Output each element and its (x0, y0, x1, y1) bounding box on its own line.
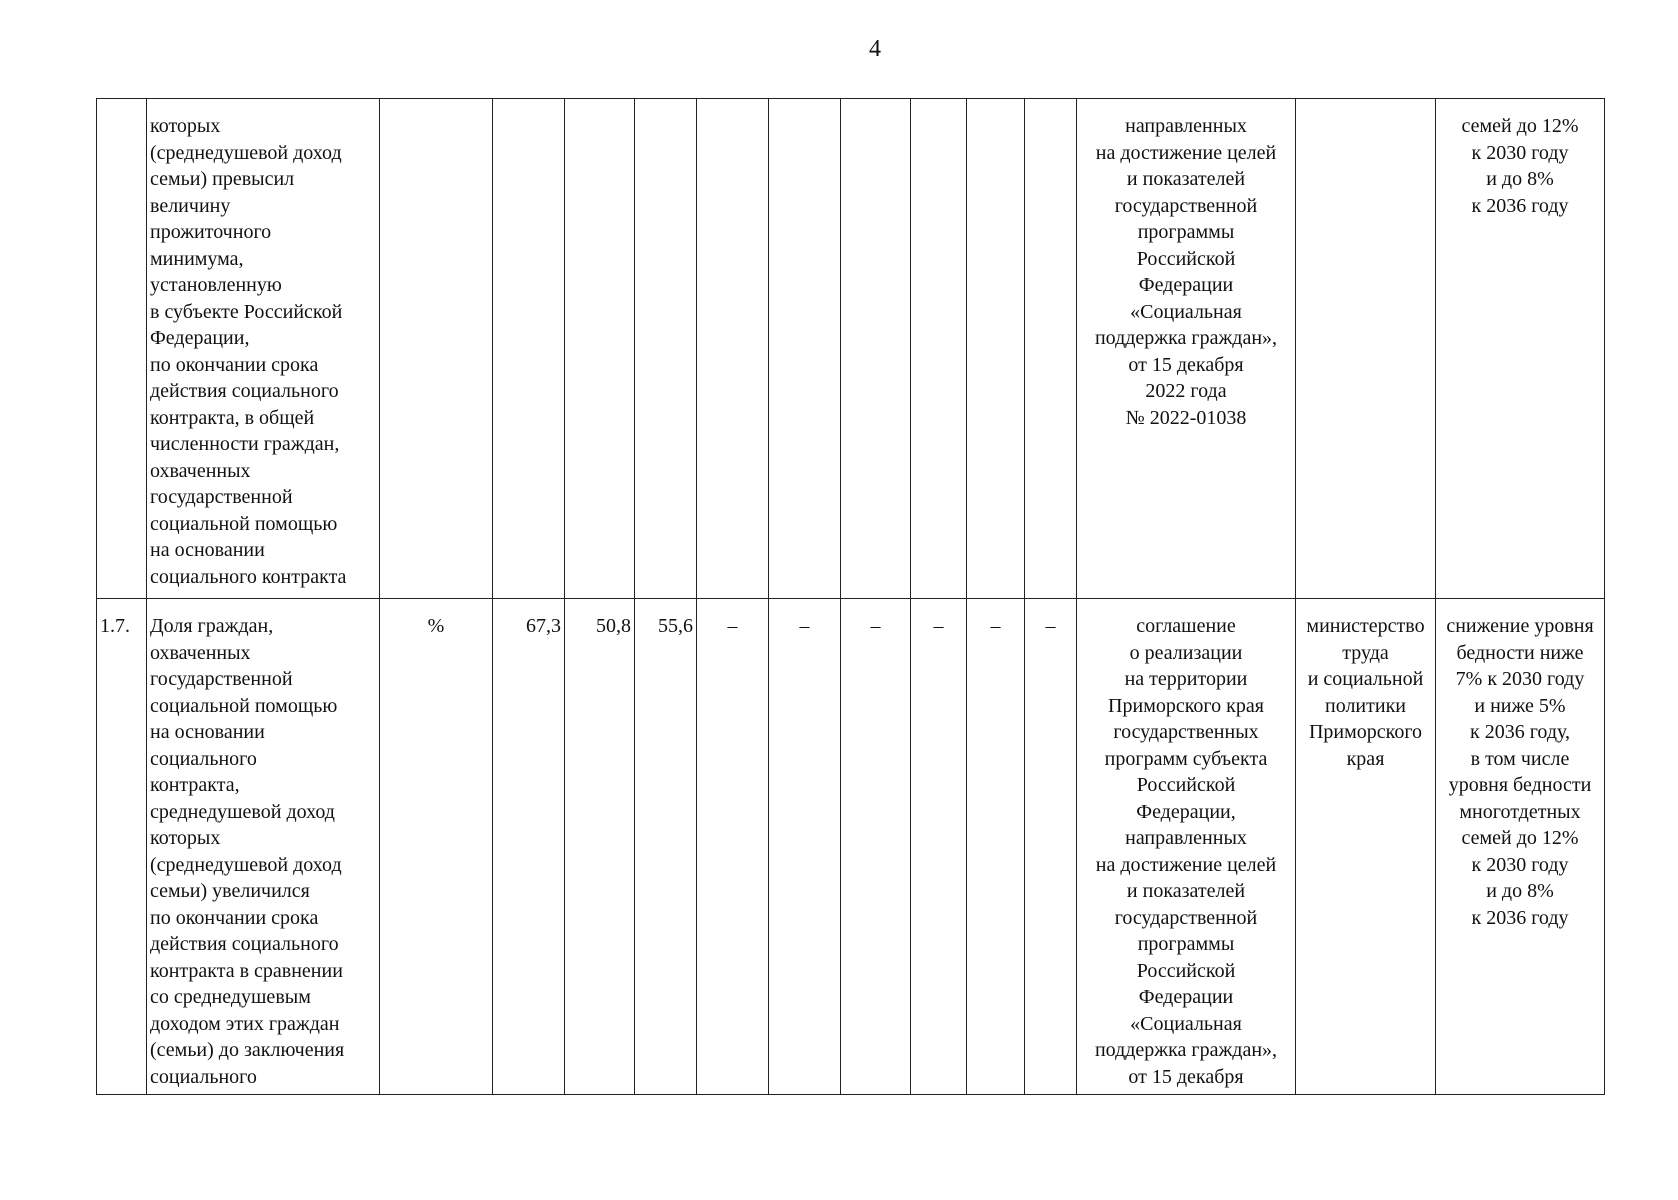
value-cell (565, 99, 635, 599)
value-cell: 55,6 (635, 599, 697, 1095)
value-cell (911, 99, 967, 599)
value-cell (635, 99, 697, 599)
indicators-table (96, 98, 1605, 1095)
unit-cell (380, 99, 493, 599)
value-cell: – (769, 599, 841, 1095)
table-row (97, 599, 1605, 1095)
goal-cell: снижение уровня бедности ниже 7% к 2030 году и ниже 5% к 2036 году, в том числе уровня бедности многотдетных семей до 12% к 2030 году и до 8% к 2036 году (1436, 599, 1605, 1095)
unit-cell: % (380, 599, 493, 1095)
value-cell: – (911, 599, 967, 1095)
value-cell: 67,3 (493, 599, 565, 1095)
value-cell: – (841, 599, 911, 1095)
page-number: 4 (869, 36, 881, 62)
value-cell (697, 99, 769, 599)
table-row (97, 99, 1605, 599)
value-cell: 50,8 (565, 599, 635, 1095)
indicator-name: которых (среднедушевой доход семьи) превысил величину прожиточного минимума, установленную в субъекте Российской Федерации, по окончании срока действия социального контракта, в общей численности граждан, охваченных государственной социальной помощью на основании социального контракта (147, 99, 380, 599)
responsible-cell: министерство труда и социальной политики Приморского края (1296, 599, 1436, 1095)
row-number (97, 99, 147, 599)
value-cell (967, 99, 1025, 599)
value-cell (769, 99, 841, 599)
goal-cell: семей до 12% к 2030 году и до 8% к 2036 году (1436, 99, 1605, 599)
responsible-cell (1296, 99, 1436, 599)
value-cell (493, 99, 565, 599)
value-cell (841, 99, 911, 599)
row-number: 1.7. (97, 599, 147, 1095)
value-cell: – (967, 599, 1025, 1095)
document-cell: соглашение о реализации на территории Приморского края государственных программ субъекта Российской Федерации, направленных на достижение целей и показателей государственной программы Российской Федерации «Социальная поддержка граждан», от 15 декабря (1077, 599, 1296, 1095)
value-cell: – (697, 599, 769, 1095)
document-cell: направленных на достижение целей и показателей государственной программы Российской Федерации «Социальная поддержка граждан», от 15 декабря 2022 года № 2022-01038 (1077, 99, 1296, 599)
indicator-name: Доля граждан, охваченных государственной социальной помощью на основании социального контракта, среднедушевой доход которых (среднедушевой доход семьи) увеличился по окончании срока действия социального контракта в сравнении со среднедушевым доходом этих граждан (семьи) до заключения социального (147, 599, 380, 1095)
value-cell (1025, 99, 1077, 599)
value-cell: – (1025, 599, 1077, 1095)
